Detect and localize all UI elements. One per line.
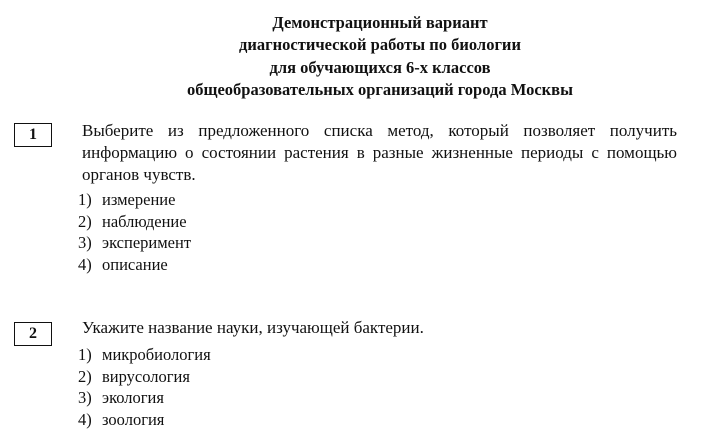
question-number-box: 2 [14,322,52,346]
answer-option [78,232,191,254]
answer-options [78,189,191,275]
option-label: зоология [102,409,165,429]
question-number-box: 1 [14,123,52,147]
document-title [160,12,600,101]
answer-options [78,344,211,430]
option-number: 3) [78,233,92,252]
question-text: Укажите название науки, изучающей бактерии. [82,318,424,337]
answer-option [78,344,211,366]
option-number: 2) [78,366,92,386]
option-number: 2) [78,211,92,231]
answer-option [78,254,191,276]
question-text: Выберите из предложенного списка метод, который позволяет получить информацию о состоянии растения в разные жизненные периоды с помощью органов чувств. [82,121,677,184]
option-label: микробиология [102,345,211,364]
option-number: 4) [78,254,92,274]
option-label: вирусология [102,366,190,386]
option-label: измерение [102,190,176,209]
option-label: описание [102,254,168,274]
option-label: эксперимент [102,233,192,252]
title-line: для обучающихся 6-х классов [269,57,491,77]
option-number: 4) [78,409,92,429]
answer-option [78,387,211,409]
option-number: 1) [78,190,92,209]
title-line: общеобразовательных организаций города Москвы [187,79,573,99]
title-line: Демонстрационный вариант [272,13,488,32]
option-label: экология [102,388,164,407]
option-number: 3) [78,388,92,407]
answer-option [78,366,211,388]
option-label: наблюдение [102,211,187,231]
answer-option [78,211,191,233]
answer-option [78,409,211,431]
answer-option [78,189,191,211]
title-line: диагностической работы по биологии [239,35,521,55]
option-number: 1) [78,345,92,364]
